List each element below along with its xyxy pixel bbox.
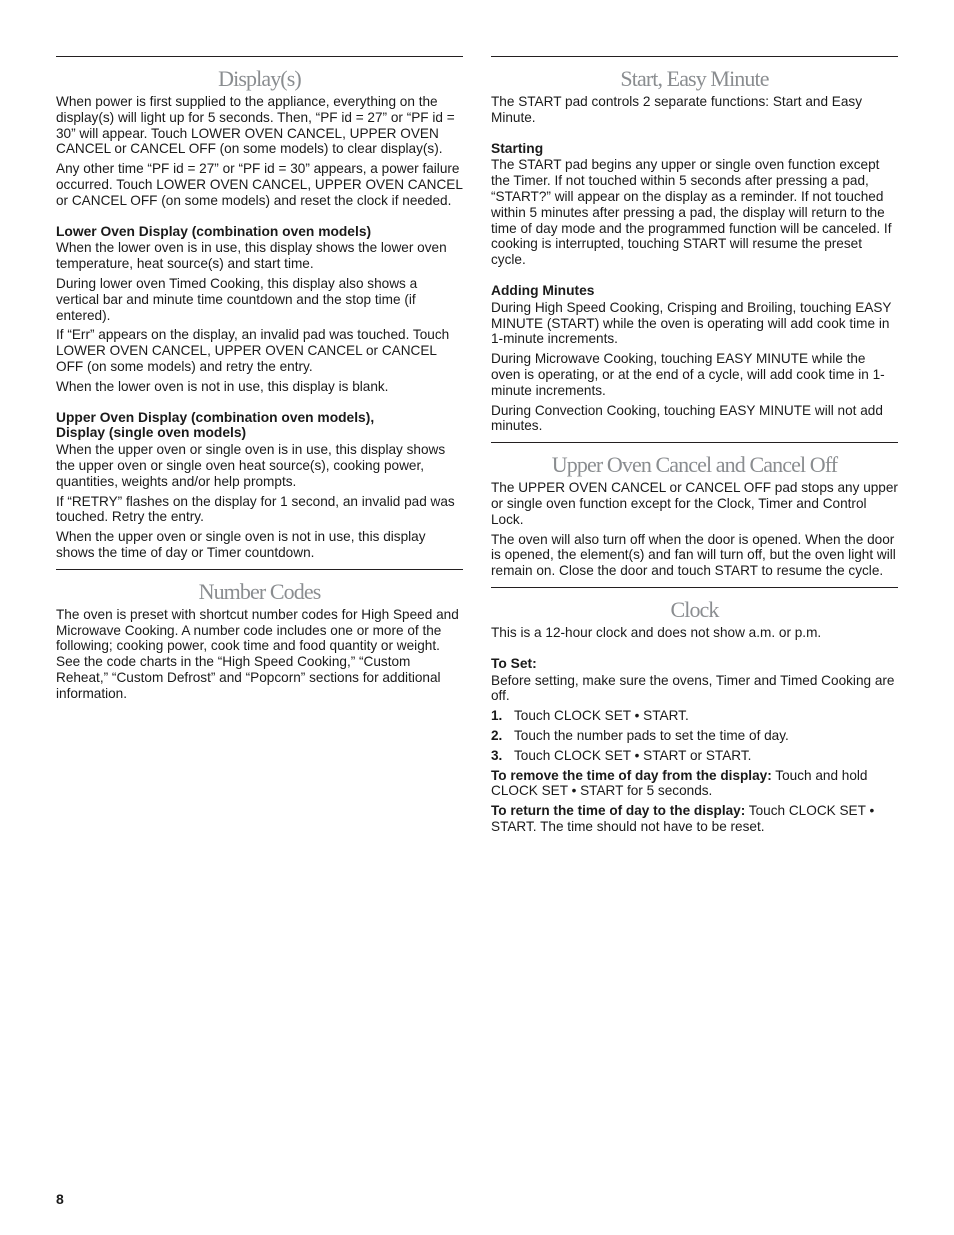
upper-oven-heading-line-1: Upper Oven Display (combination oven models), [56, 409, 375, 425]
adding-minutes-paragraph-2: During Microwave Cooking, touching EASY MINUTE while the oven is operating, or at the end of a cycle, will add cook time in 1-minute increments. [491, 351, 885, 398]
start-easy-minute-section [491, 56, 898, 434]
remove-time-paragraph [491, 768, 898, 800]
list-item [491, 708, 898, 724]
adding-minutes-heading: Adding Minutes [491, 282, 595, 298]
remove-time-label: To remove the time of day from the display: [491, 767, 772, 783]
list-item [491, 728, 898, 744]
display-paragraph-1: When power is first supplied to the appliance, everything on the display(s) will light up for 5 seconds. Then, “PF id = 27” or “PF id = 30” will appear. Touch LOWER OVEN CANCEL, UPPER OVEN CANCEL or CANCEL OFF (on some models) to clear display(s). [56, 94, 455, 157]
display-heading: Display(s) [218, 66, 301, 91]
start-paragraph-1: The START pad controls 2 separate functions: Start and Easy Minute. [491, 94, 863, 125]
upper-oven-heading-line-2: Display (single oven models) [56, 425, 247, 441]
left-column [56, 56, 463, 706]
section-divider [56, 569, 463, 570]
cancel-section [491, 442, 898, 579]
page-number: 8 [56, 1191, 64, 1207]
clock-paragraph-1: This is a 12-hour clock and does not show a.m. or p.m. [491, 624, 822, 640]
lower-oven-paragraph-2: During lower oven Timed Cooking, this display also shows a vertical bar and minute time countdown and the stop time (if entered). [56, 275, 418, 323]
remove-time-text: Touch and hold CLOCK SET • START for 5 seconds. [491, 767, 868, 799]
step-number: 2. [491, 727, 503, 743]
return-time-label: To return the time of day to the display: [491, 803, 746, 819]
step-text: Touch CLOCK SET • START or START. [514, 747, 752, 763]
return-time-text: Touch CLOCK SET • START. The time should not have to be reset. [491, 803, 875, 834]
upper-oven-paragraph-3: When the upper oven or single oven is not in use, this display shows the time of day or Timer countdown. [56, 529, 426, 560]
cancel-paragraph-1: The UPPER OVEN CANCEL or CANCEL OFF pad stops any upper or single oven function except for the Clock, Timer and Control Lock. [491, 480, 898, 527]
starting-heading: Starting [491, 140, 544, 156]
to-set-paragraph: Before setting, make sure the ovens, Timer and Timed Cooking are off. [491, 672, 895, 704]
number-codes-section [56, 569, 463, 702]
section-divider [491, 587, 898, 588]
start-easy-minute-heading: Start, Easy Minute [620, 66, 769, 91]
cancel-heading: Upper Oven Cancel and Cancel Off [551, 452, 838, 478]
adding-minutes-paragraph-3: During Convection Cooking, touching EASY MINUTE will not add minutes. [491, 402, 883, 434]
upper-oven-paragraph-1: When the upper oven or single oven is in use, this display shows the upper oven or single oven heat source(s), cooking power, quantities, weights and/or help prompts. [56, 442, 446, 489]
list-item [491, 748, 898, 764]
section-divider [491, 442, 898, 443]
lower-oven-paragraph-1: When the lower oven is in use, this display shows the lower oven temperature, heat source(s) and start time. [56, 240, 447, 272]
cancel-paragraph-2: The oven will also turn off when the door is opened. When the door is opened, the element(s) and fan will turn off, but the oven light will remain on. Close the door and touch START to resume the cycle. [491, 531, 896, 579]
clock-heading: Clock [670, 596, 719, 622]
step-number: 3. [491, 747, 503, 763]
adding-minutes-paragraph-1: During High Speed Cooking, Crisping and Broiling, touching EASY MINUTE (START) while the oven is operating will add cook time in 1-minute increments. [491, 299, 892, 347]
upper-oven-display-heading [56, 410, 463, 442]
lower-oven-paragraph-4: When the lower oven is not in use, this display is blank. [56, 378, 389, 394]
step-text: Touch the number pads to set the time of day. [514, 727, 789, 743]
starting-paragraph: The START pad begins any upper or single oven function except the Timer. If not touched within 5 seconds after pressing a pad, “START?” will appear on the display as a reminder. If not touched within 5 minutes after pressing a pad, the display will return to the time of day mode and the programmed function will be canceled. If cooking is interrupted, touching START will resume the preset cycle. [491, 157, 892, 268]
clock-steps-list [491, 708, 898, 763]
lower-oven-display-heading: Lower Oven Display (combination oven models) [56, 223, 372, 239]
step-number: 1. [491, 708, 503, 724]
clock-section [491, 587, 898, 835]
lower-oven-paragraph-3: If “Err” appears on the display, an invalid pad was touched. Touch LOWER OVEN CANCEL, UPPER OVEN CANCEL or CANCEL OFF (on some models) and retry the entry. [56, 327, 450, 374]
step-text: Touch CLOCK SET • START. [514, 708, 689, 724]
number-codes-paragraph: The oven is preset with shortcut number codes for High Speed and Microwave Cooking. A number code includes one or more of the following; cooking power, cook time and food quantity or weight. See the code charts in the “High Speed Cooking,” “Custom Reheat,” “Custom Defrost” and “Popcorn” sections for additional information. [56, 606, 459, 701]
section-divider [56, 56, 463, 57]
section-divider [491, 56, 898, 57]
upper-oven-paragraph-2: If “RETRY” flashes on the display for 1 second, an invalid pad was touched. Retry the entry. [56, 493, 455, 525]
to-set-heading: To Set: [491, 655, 537, 671]
return-time-paragraph [491, 803, 898, 835]
number-codes-heading: Number Codes [198, 578, 321, 604]
display-section [56, 56, 463, 561]
right-column [491, 56, 898, 839]
display-paragraph-2: Any other time “PF id = 27” or “PF id = 30” appears, a power failure occurred. Touch LOWER OVEN CANCEL, UPPER OVEN CANCEL or CANCEL OFF (on some models) and reset the clock if needed. [56, 161, 463, 208]
